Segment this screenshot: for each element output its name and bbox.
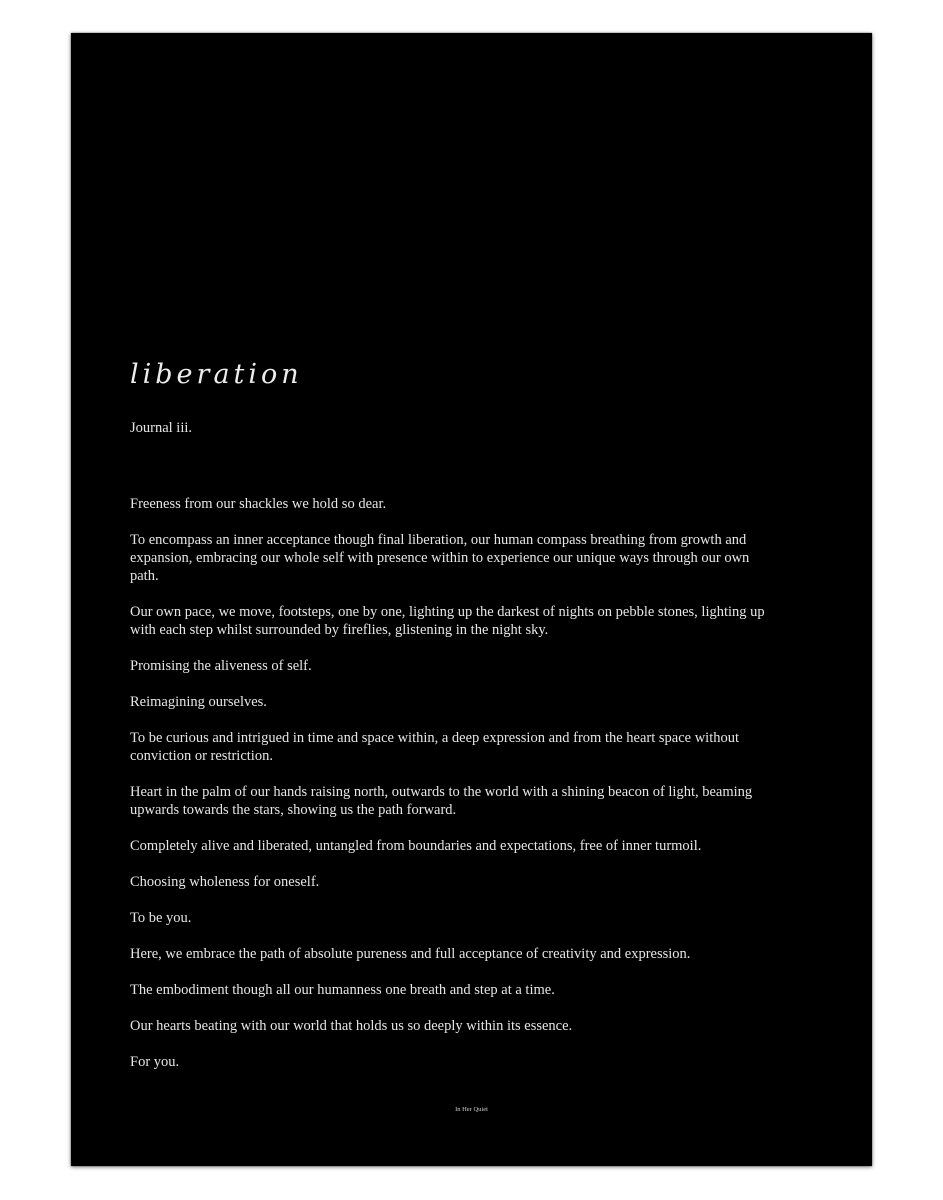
document-page xyxy=(71,33,872,1166)
paragraph: To be you. xyxy=(130,910,192,926)
paragraph: Our own pace, we move, footsteps, one by one, lighting up the darkest of nights on pebble stones, lighting up with each step whilst surrounded by fireflies, glistening in the night sky. xyxy=(130,604,765,638)
paragraph: Our hearts beating with our world that holds us so deeply within its essence. xyxy=(130,1018,573,1034)
footer-signature: In Her Quiet xyxy=(455,1106,488,1113)
paragraph: Completely alive and liberated, untangled from boundaries and expectations, free of inner turmoil. xyxy=(130,838,702,854)
page-title: liberation xyxy=(130,359,303,390)
paragraph: To encompass an inner acceptance though final liberation, our human compass breathing from growth and expansion, embracing our whole self with presence within to experience our unique ways through our own path. xyxy=(130,532,750,584)
paragraph: The embodiment though all our humanness one breath and step at a time. xyxy=(130,982,555,998)
paragraph: Promising the aliveness of self. xyxy=(130,658,312,674)
paragraph: For you. xyxy=(130,1054,180,1070)
paragraph: To be curious and intrigued in time and space within, a deep expression and from the heart space without conviction or restriction. xyxy=(130,730,740,764)
paragraph: Freeness from our shackles we hold so dear. xyxy=(130,496,387,512)
paragraph: Choosing wholeness for oneself. xyxy=(130,874,320,890)
paragraph: Heart in the palm of our hands raising north, outwards to the world with a shining beacon of light, beaming upwards towards the stars, showing us the path forward. xyxy=(130,784,753,818)
journal-subtitle: Journal iii. xyxy=(130,420,193,436)
paragraph: Reimagining ourselves. xyxy=(130,694,267,710)
paragraph: Here, we embrace the path of absolute pureness and full acceptance of creativity and expression. xyxy=(130,946,691,962)
body-text xyxy=(130,495,770,1089)
